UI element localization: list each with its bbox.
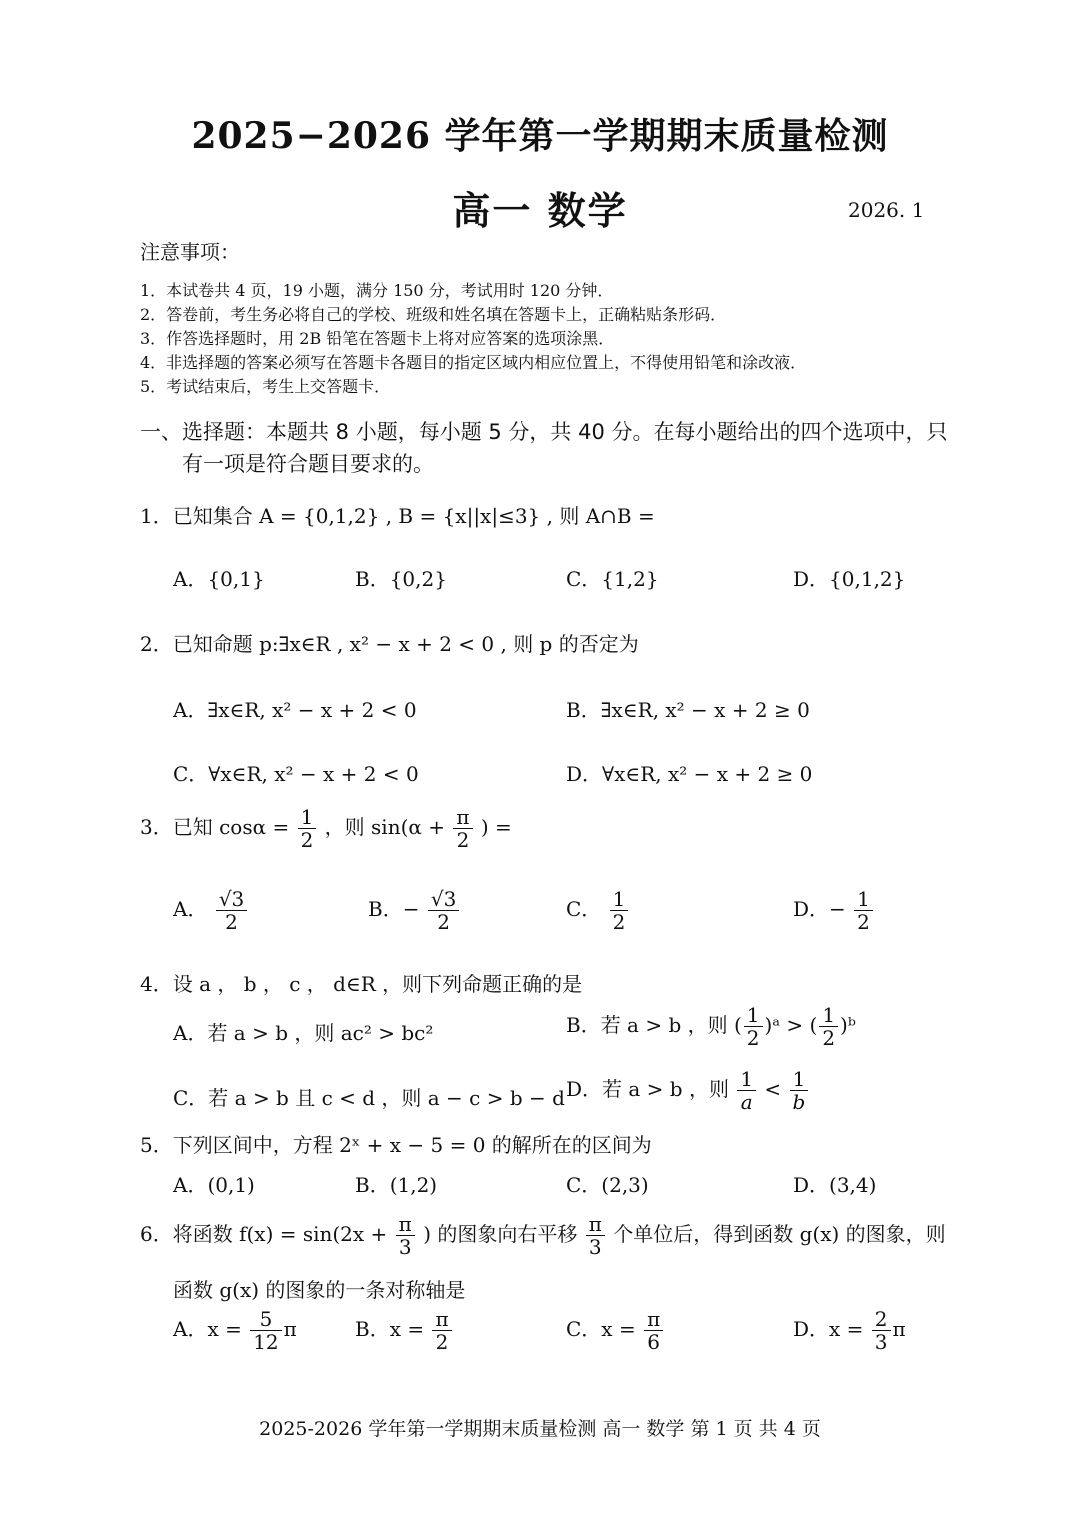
q3-frac-pi-half: $\frac{\pi}{2}$ — [453, 806, 472, 851]
q1-stem: 1．已知集合 A = {0,1,2} , B = {x||x|≤3} , 则 A∩B = — [140, 504, 655, 528]
q1-option-d: D．{0,1,2} — [793, 567, 906, 591]
page-footer: 2025-2026 学年第一学期期末质量检测 高一 数学 第 1 页 共 4 页 — [259, 1418, 821, 1440]
exam-title: 2025−2026 学年第一学期期末质量检测 — [191, 115, 889, 157]
exam-date: 2026. 1 — [848, 198, 925, 222]
q4-option-d: D．若 a > b ，则 $\frac{1}{a}$ < $\frac{1}{b}$ — [566, 1068, 810, 1113]
notice-item-3: 3．作答选择题时，用 2B 铅笔在答题卡上将对应答案的选项涂黑． — [140, 329, 615, 348]
q3-frac-half: $\frac{1}{2}$ — [298, 806, 317, 851]
q1-option-a: A．{0,1} — [173, 567, 265, 591]
notice-item-2: 2．答卷前，考生务必将自己的学校、班级和姓名填在答题卡上，正确粘贴条形码． — [140, 305, 727, 324]
section1-heading: 一、选择题：本题共 8 小题，每小题 5 分，共 40 分。在每小题给出的四个选项中，只 — [140, 420, 948, 444]
exam-subtitle: 高一 数学 — [452, 188, 628, 233]
q2-stem: 2．已知命题 p:∃x∈R , x² − x + 2 < 0 , 则 p 的否定为 — [140, 632, 639, 656]
q3-option-a: A． $\frac{√3}{2}$ — [173, 888, 249, 933]
q4-option-c: C．若 a > b 且 c < d ，则 a − c > b − d — [173, 1086, 565, 1110]
q5-stem: 5．下列区间中，方程 2ˣ + x − 5 = 0 的解所在的区间为 — [140, 1133, 652, 1157]
q5-option-d: D．(3,4) — [793, 1173, 877, 1197]
q6-option-d: D．x = $\frac{2}{3}$ π — [793, 1307, 906, 1354]
notice-item-1: 1．本试卷共 4 页，19 小题，满分 150 分，考试用时 120 分钟． — [140, 281, 614, 300]
q2-option-b: B．∃x∈R, x² − x + 2 ≥ 0 — [566, 698, 810, 722]
q3-stem: 3．已知 cosα = $\frac{1}{2}$ ，则 sin(α + $\frac{\pi}{2}$ ) = — [140, 805, 512, 852]
notice-item-4: 4．非选择题的答案必须写在答题卡各题目的指定区域内相应位置上，不得使用铅笔和涂改液． — [140, 353, 807, 372]
q5-option-b: B．(1,2) — [355, 1173, 438, 1197]
q4-option-a: A．若 a > b ，则 ac² > bc² — [173, 1021, 434, 1045]
q6-option-c: C．x = $\frac{\pi}{6}$ — [566, 1308, 665, 1353]
q6-stem: 6．将函数 f(x) = sin(2x + $\frac{\pi}{3}$ ) 的图象向右平移 $\frac{\pi}{3}$ 个单位后，得到函数 g(x) 的图象，则 — [140, 1212, 946, 1259]
q2-option-a: A．∃x∈R, x² − x + 2 < 0 — [173, 698, 417, 722]
notice-item-5: 5．考试结束后，考生上交答题卡． — [140, 377, 391, 396]
q1-option-b: B．{0,2} — [355, 567, 447, 591]
q1-option-c: C．{1,2} — [566, 567, 659, 591]
q6-option-b: B．x = $\frac{\pi}{2}$ — [355, 1308, 454, 1353]
q4-stem: 4．设 a ， b ， c ， d∈R ，则下列命题正确的是 — [140, 972, 583, 996]
q6-stem-cont: 函数 g(x) 的图象的一条对称轴是 — [173, 1278, 466, 1302]
notice-heading: 注意事项： — [140, 240, 240, 264]
section1-heading-cont: 有一项是符合题目要求的。 — [182, 452, 434, 476]
q3-option-c: C． $\frac{1}{2}$ — [566, 888, 630, 933]
q2-option-c: C．∀x∈R, x² − x + 2 < 0 — [173, 762, 419, 786]
q3-option-b: B．− $\frac{√3}{2}$ — [368, 888, 461, 933]
q4-option-b: B．若 a > b ，则 ( $\frac{1}{2}$ )ᵃ > ( $\frac{1}{2}$ )ᵇ — [566, 1003, 856, 1050]
q6-option-a: A．x = $\frac{5}{12}$ π — [173, 1307, 297, 1354]
q5-option-c: C．(2,3) — [566, 1173, 649, 1197]
q3-option-d: D．− $\frac{1}{2}$ — [793, 888, 875, 933]
q5-option-a: A．(0,1) — [173, 1173, 255, 1197]
q2-option-d: D．∀x∈R, x² − x + 2 ≥ 0 — [566, 762, 813, 786]
